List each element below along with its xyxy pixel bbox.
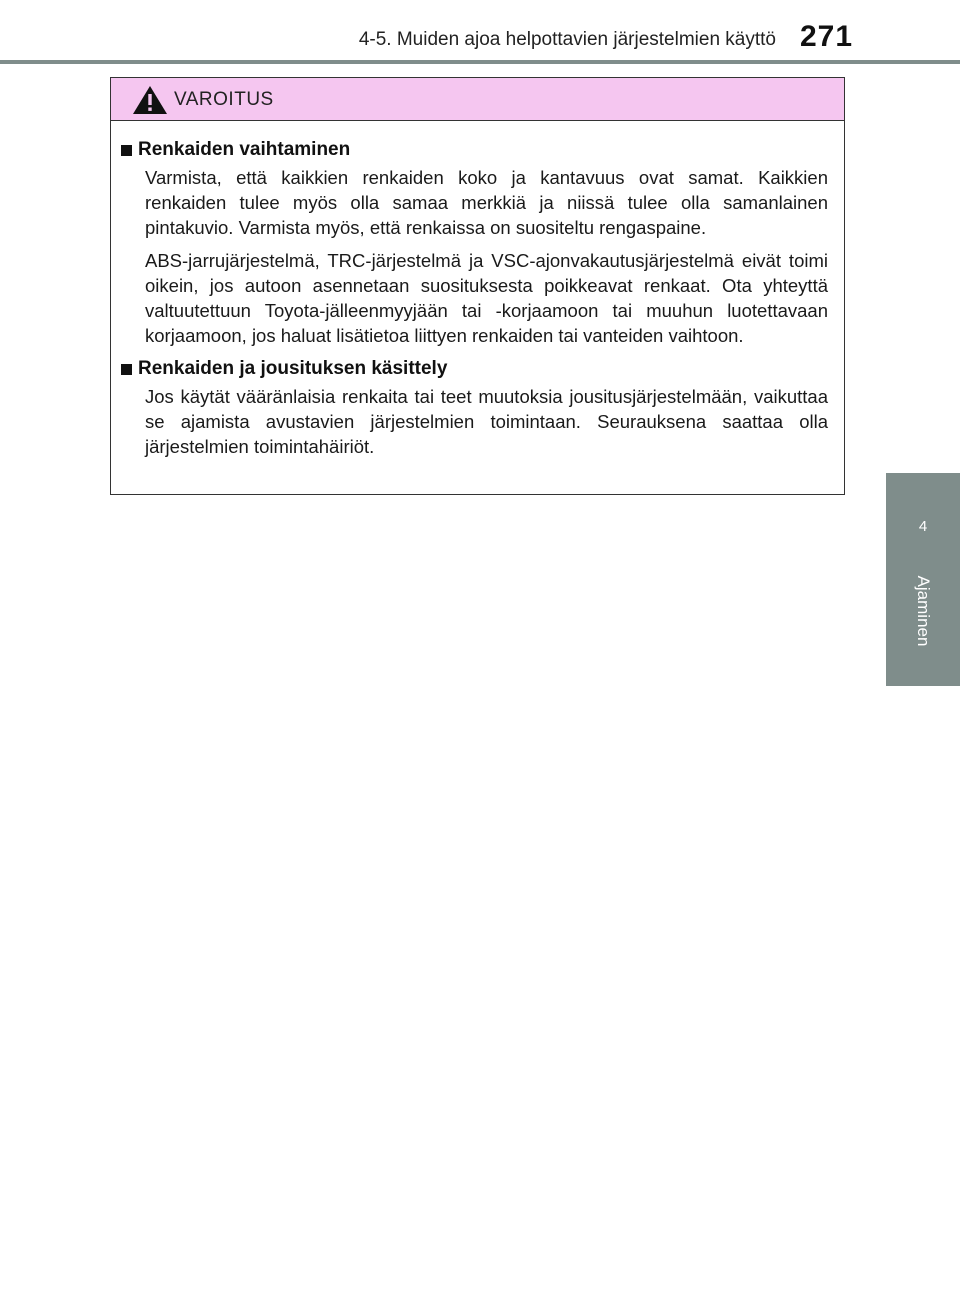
header-rule	[0, 60, 960, 64]
chapter-tab	[886, 473, 960, 686]
warning-triangle-icon	[132, 85, 168, 115]
paragraph: ABS-jarrujärjestelmä, TRC-järjestelmä ja VSC-ajonvakautusjärjestelmä eivät toimi oikein, jos autoon asennetaan suosituksesta poikkeavat renkaat. Ota yhteyttä valtuutettuun Toyota-jälleenmyyjään tai -korjaamoon tai muuhun luotettavaan korjaamoon, jos haluat lisätietoa liittyen renkaiden tai vanteiden vaihtoon.	[145, 250, 828, 346]
square-bullet-icon	[121, 364, 132, 375]
warning-header	[111, 78, 844, 121]
warning-title: VAROITUS	[174, 89, 274, 110]
section-heading-text: Renkaiden ja jousituksen käsittely	[138, 358, 448, 379]
chapter-label: Ajaminen	[914, 575, 933, 647]
section-heading	[121, 358, 828, 380]
square-bullet-icon	[121, 145, 132, 156]
paragraph: Varmista, että kaikkien renkaiden koko ja kantavuus ovat samat. Kaikkien renkaiden tulee myös olla samaa merkkiä ja niissä tulee olla samanlainen pintakuvio. Varmista myös, että renkaissa on suositeltu rengaspaine.	[145, 167, 828, 238]
warning-section	[121, 358, 828, 459]
warning-box	[110, 77, 845, 495]
warning-body	[111, 121, 844, 459]
warning-section	[121, 139, 828, 348]
paragraph: Jos käytät vääränlaisia renkaita tai teet muutoksia jousitusjärjestelmään, vaikuttaa se ajamista avustavien järjestelmien toimintaan. Seurauksena saattaa olla järjestelmien toimintahäiriöt.	[145, 386, 828, 457]
section-heading	[121, 139, 828, 161]
page-number: 271	[800, 20, 854, 53]
section-title: 4-5. Muiden ajoa helpottavien järjestelmien käyttö	[358, 29, 776, 50]
chapter-number: 4	[918, 518, 928, 535]
section-heading-text: Renkaiden vaihtaminen	[138, 139, 351, 160]
